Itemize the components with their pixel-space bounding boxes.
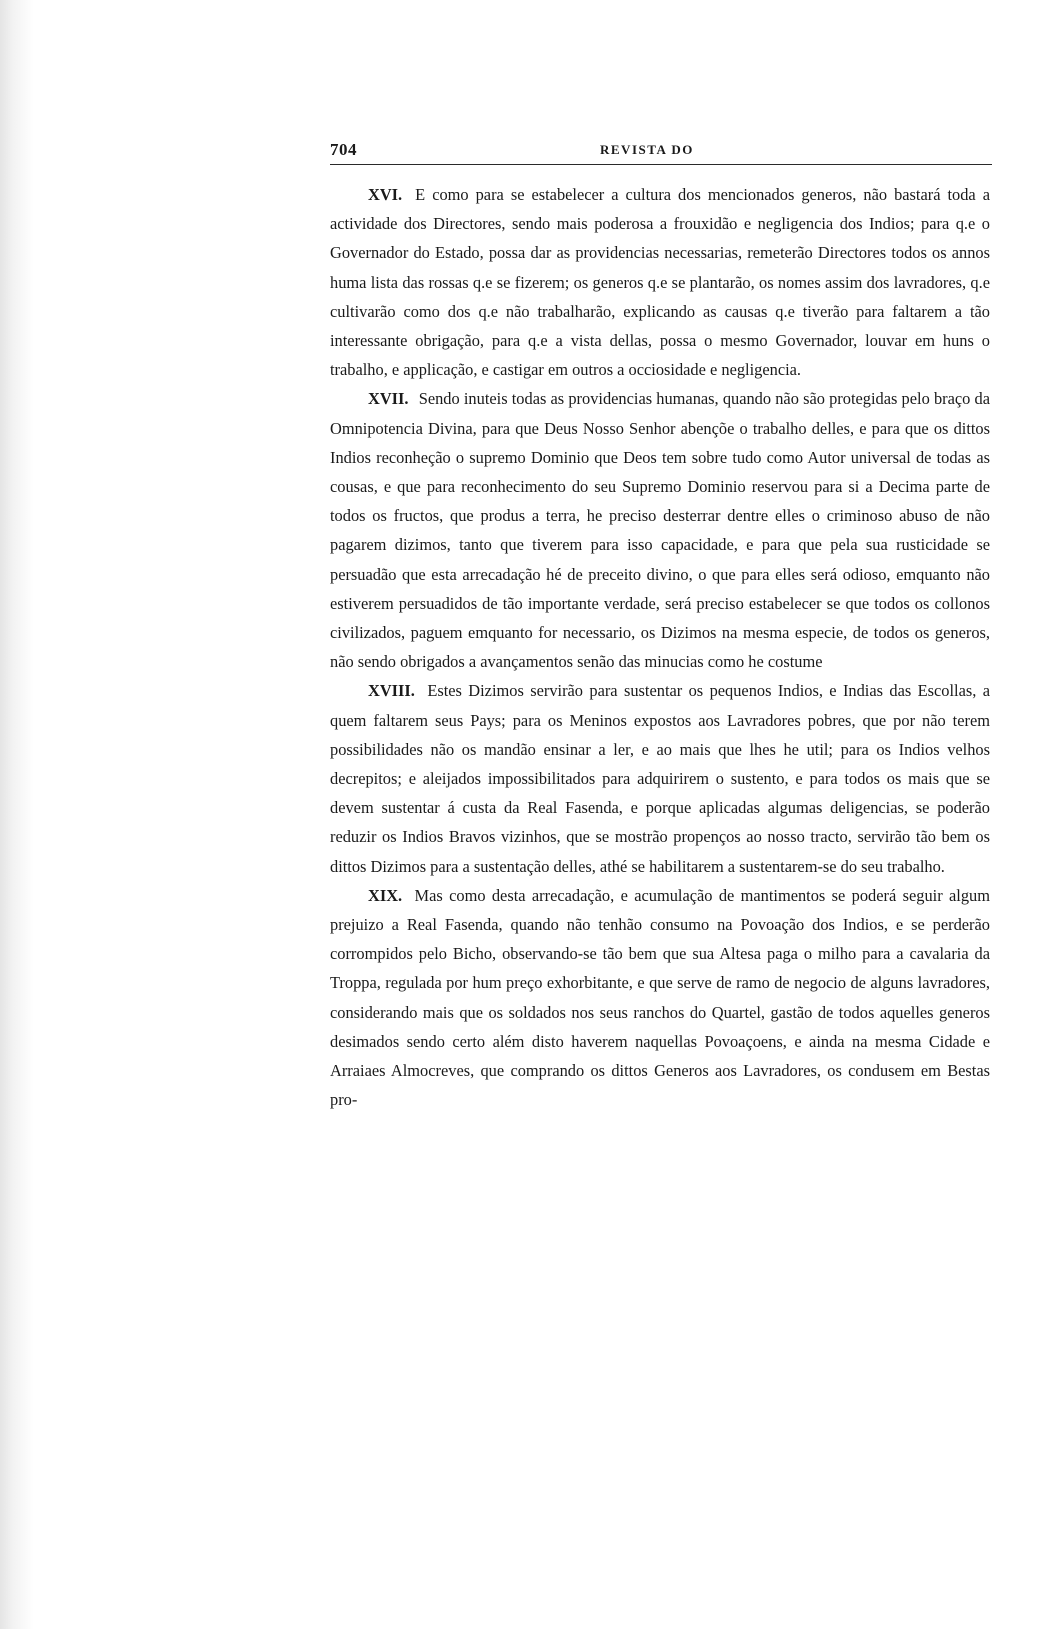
section-number: XVIII. (368, 681, 415, 701)
paragraph-text: E como para se estabelecer a cultura dos mencionados generos, não bastará toda a actividade dos Directores, sendo mais poderosa a frouxidão e negligencia dos Indios; para q.e o Governador do Estado, possa dar as providencias necessarias, remeterão Directores todos os annos huma lista das rossas q.e se fizerem; os generos q.e se plantarão, os nomes assim dos lavradores, q.e cultivarão como dos q.e não trabalharão, explicando as causas q.e tiverão para faltarem a tão interessante obrigação, para q.e a vista dellas, possa o mesmo Governador, louvar em huns o trabalho, e applicação, e castigar em outros a occiosidade e negligencia. (330, 185, 990, 380)
running-title: REVISTA DO (600, 142, 694, 157)
paragraph-text: Mas como desta arrecadação, e acumulação de mantimentos se poderá seguir algum prejuizo a Real Fasenda, quando não tenhão consumo na Povoação dos Indios, e se perderão corrompidos pelo Bicho, observando-se tão bem que sua Altesa paga o milho para a cavalaria da Troppa, regulada por hum preço exhorbitante, e que serve de ramo de negocio de alguns lavradores, considerando mais que os soldados nos seus ranchos do Quartel, gastão de todos aquelles generos desimados sendo certo além disto haverem naquellas Povoaçoens, e ainda na mesma Cidade e Arraiaes Almocreves, que comprando os dittos Generos aos Lavradores, os condusem em Bestas pro- (330, 885, 990, 1110)
section-number: XIX. (368, 885, 403, 905)
section-number: XVI. (368, 185, 403, 204)
page-binding-edge (0, 0, 34, 1629)
header-rule (330, 164, 992, 165)
page-number: 704 (330, 140, 357, 159)
section-number: XVII. (368, 389, 409, 409)
paragraph-text: Sendo inuteis todas as providencias humanas, quando não são protegidas pelo braço da Omnipotencia Divina, para que Deus Nosso Senhor abençõe o trabalho delles, e para que os dittos Indios reconheção o supremo Dominio que Deos tem sobre tudo como Autor universal de todas as cousas, e que para reconhecimento do seu Supremo Dominio reservou para si a Decima parte de todos os fructos, que produs a terra, he preciso desterrar dentre elles o criminoso abuso de não pagarem dizimos, tanto que tiverem para isso capacidade, e para que pela sua rusticidade se persuadão que esta arrecadação hé de preceito divino, o que para elles será odioso, emquanto não estiverem persuadidos de tão importante verdade, será preciso estabelecer se que todos os collonos civilizados, paguem emquanto for necessario, os Dizimos na mesma especie, de todos os generos, não sendo obrigados a avançamentos senão das minucias como he costume (330, 389, 990, 672)
paragraph-text: Estes Dizimos servirão para sustentar os pequenos Indios, e Indias das Escollas, a quem faltarem seus Pays; para os Meninos expostos aos Lavradores pobres, que por não terem possibilidades não os mandão ensinar a ler, e ao mais que lhes he util; para os Indios velhos decrepitos; e aleijados impossibilitados para adquirirem o sustento, e para todos os mais que se devem sustentar á custa da Real Fasenda, e porque aplicadas algumas deligencias, se poderão reduzir os Indios Bravos vizinhos, que se mostrão propenços ao nosso tracto, servirão tão bem os dittos Dizimos para a sustentação delles, athé se habilitarem a sustentarem-se do seu trabalho. (330, 681, 990, 876)
paragraph-xvii (330, 384, 990, 676)
paragraph-xvi (330, 180, 990, 384)
paragraph-xviii (330, 676, 990, 880)
body-text (330, 180, 990, 1115)
page-header (330, 136, 992, 166)
paragraph-xix (330, 881, 990, 1115)
